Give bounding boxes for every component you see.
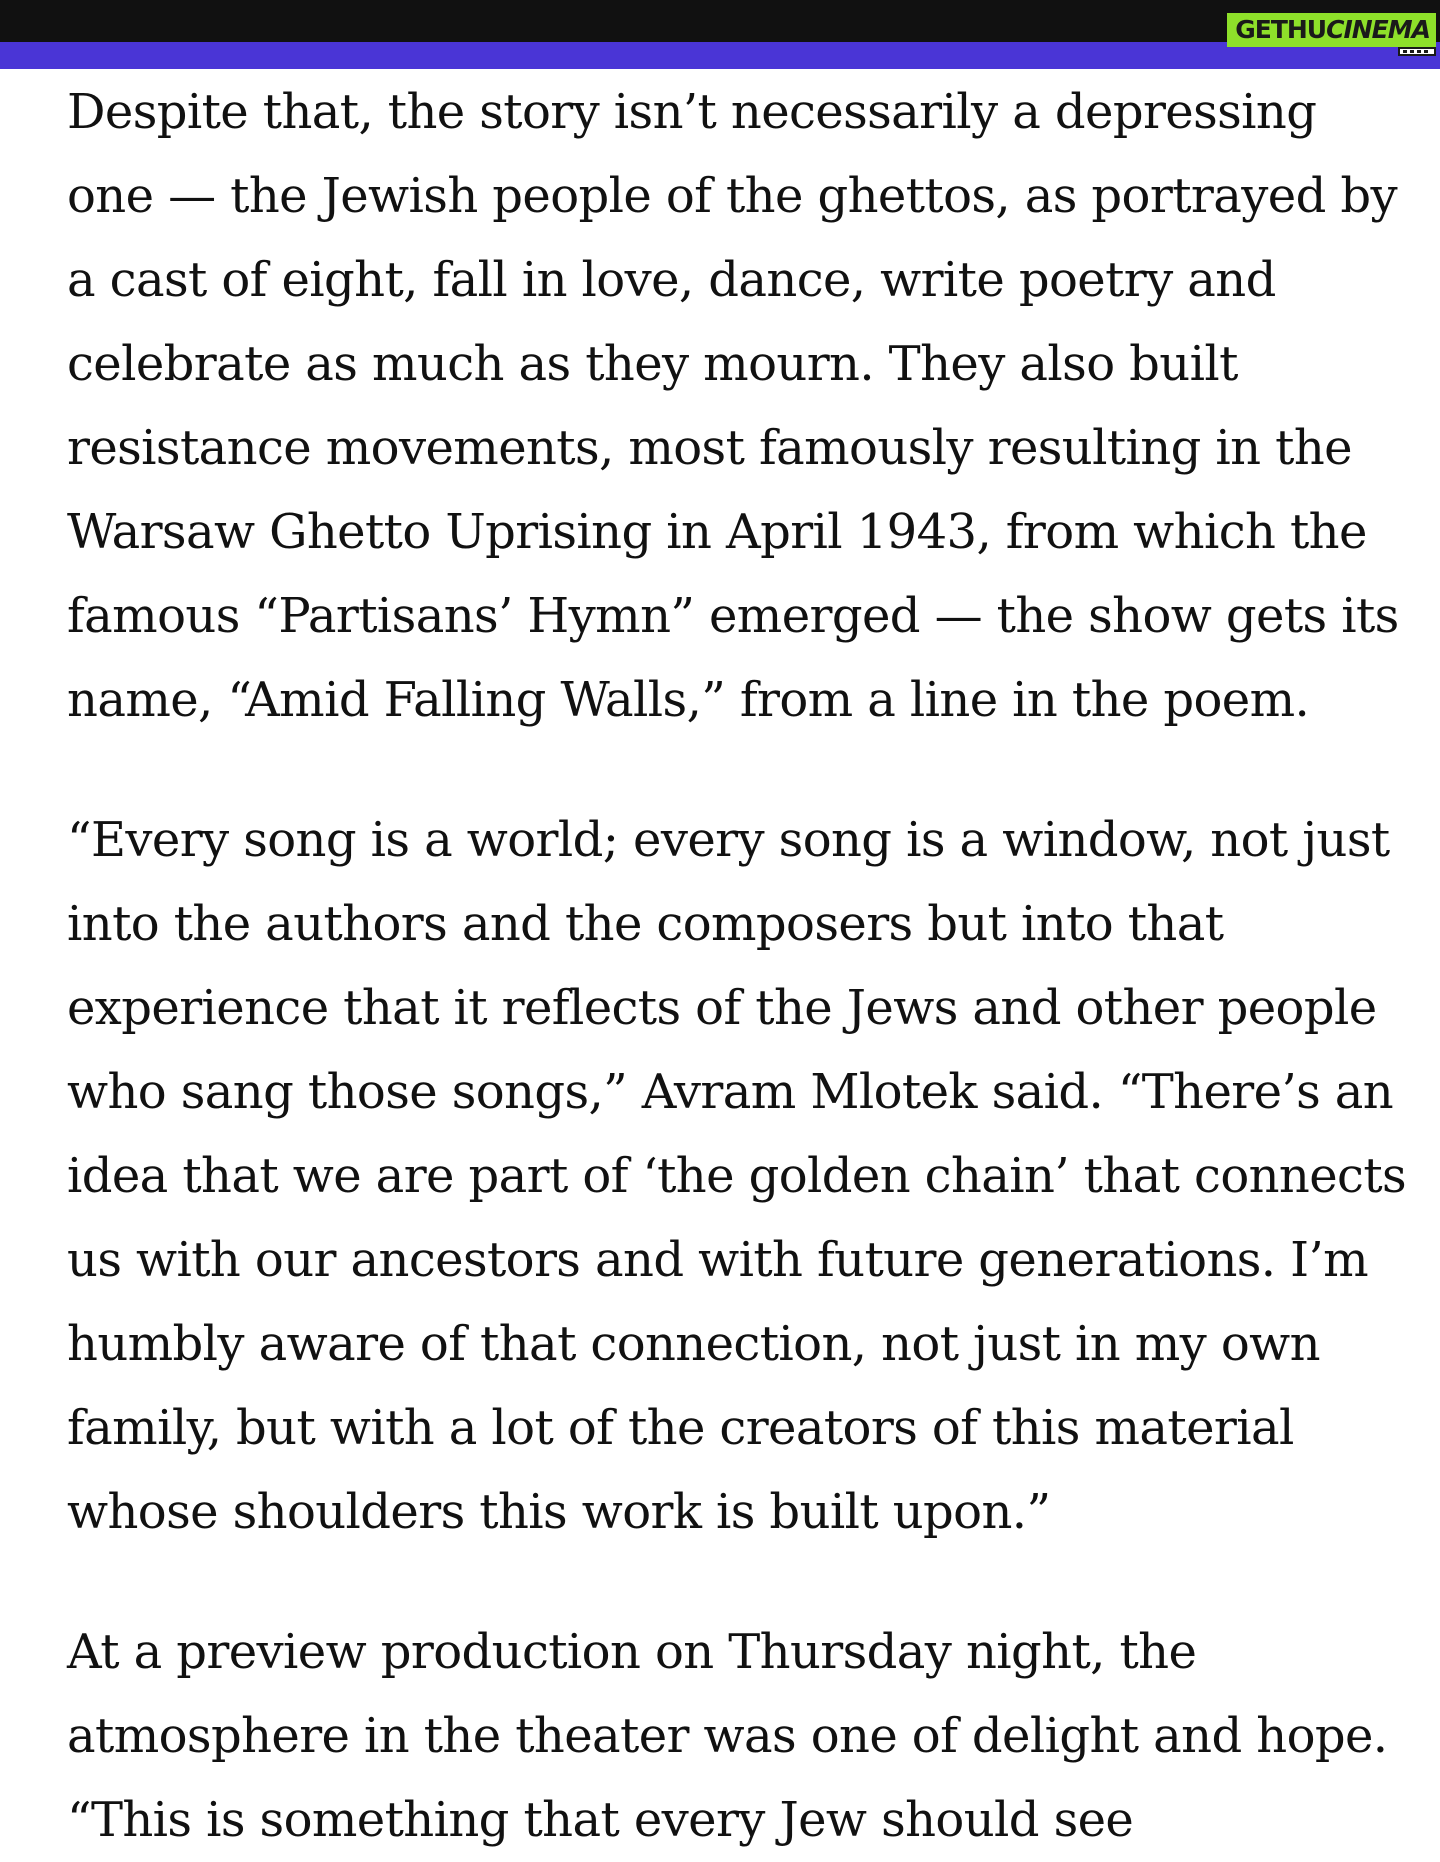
paragraph-line: “This is something that every Jew should see (67, 1792, 1134, 1848)
paragraph-line: into the authors and the composers but into that (67, 896, 1224, 952)
paragraph-line: humbly aware of that connection, not just in my own (67, 1316, 1320, 1372)
logo-text-cinema: CINEMA (1326, 15, 1430, 44)
gethu-cinema-logo (1227, 13, 1436, 47)
paragraph-line: a cast of eight, fall in love, dance, write poetry and (67, 252, 1276, 308)
paragraph-line: experience that it reflects of the Jews and other people (67, 980, 1377, 1036)
article-paragraph (67, 70, 1399, 742)
paragraph-line: who sang those songs,” Avram Mlotek said. “There’s an (67, 1064, 1394, 1120)
article-paragraph-quote (67, 798, 1407, 1554)
paragraph-line: At a preview production on Thursday night, the (67, 1624, 1197, 1680)
logo-text-gethu: GETHU (1235, 15, 1327, 44)
paragraph-line: famous “Partisans’ Hymn” emerged — the show gets its (67, 588, 1399, 644)
paragraph-line: family, but with a lot of the creators of this material (67, 1400, 1294, 1456)
accent-bar (0, 42, 1440, 69)
paragraph-line: us with our ancestors and with future generations. I’m (67, 1232, 1369, 1288)
paragraph-line: name, “Amid Falling Walls,” from a line in the poem. (67, 672, 1310, 728)
article-body (67, 70, 1407, 1862)
top-bar (0, 0, 1440, 42)
paragraph-line: Warsaw Ghetto Uprising in April 1943, from which the (67, 504, 1367, 560)
paragraph-line: one — the Jewish people of the ghettos, as portrayed by (67, 168, 1398, 224)
paragraph-line: Despite that, the story isn’t necessarily a depressing (67, 84, 1317, 140)
film-strip-icon (1398, 47, 1436, 56)
article-paragraph (67, 1610, 1387, 1862)
paragraph-line: whose shoulders this work is built upon.” (67, 1484, 1051, 1540)
paragraph-line: atmosphere in the theater was one of delight and hope. (67, 1708, 1388, 1764)
paragraph-line: “Every song is a world; every song is a window, not just (67, 812, 1390, 868)
paragraph-line: idea that we are part of ‘the golden chain’ that connects (67, 1148, 1407, 1204)
paragraph-line: celebrate as much as they mourn. They also built (67, 336, 1238, 392)
paragraph-line: resistance movements, most famously resulting in the (67, 420, 1352, 476)
